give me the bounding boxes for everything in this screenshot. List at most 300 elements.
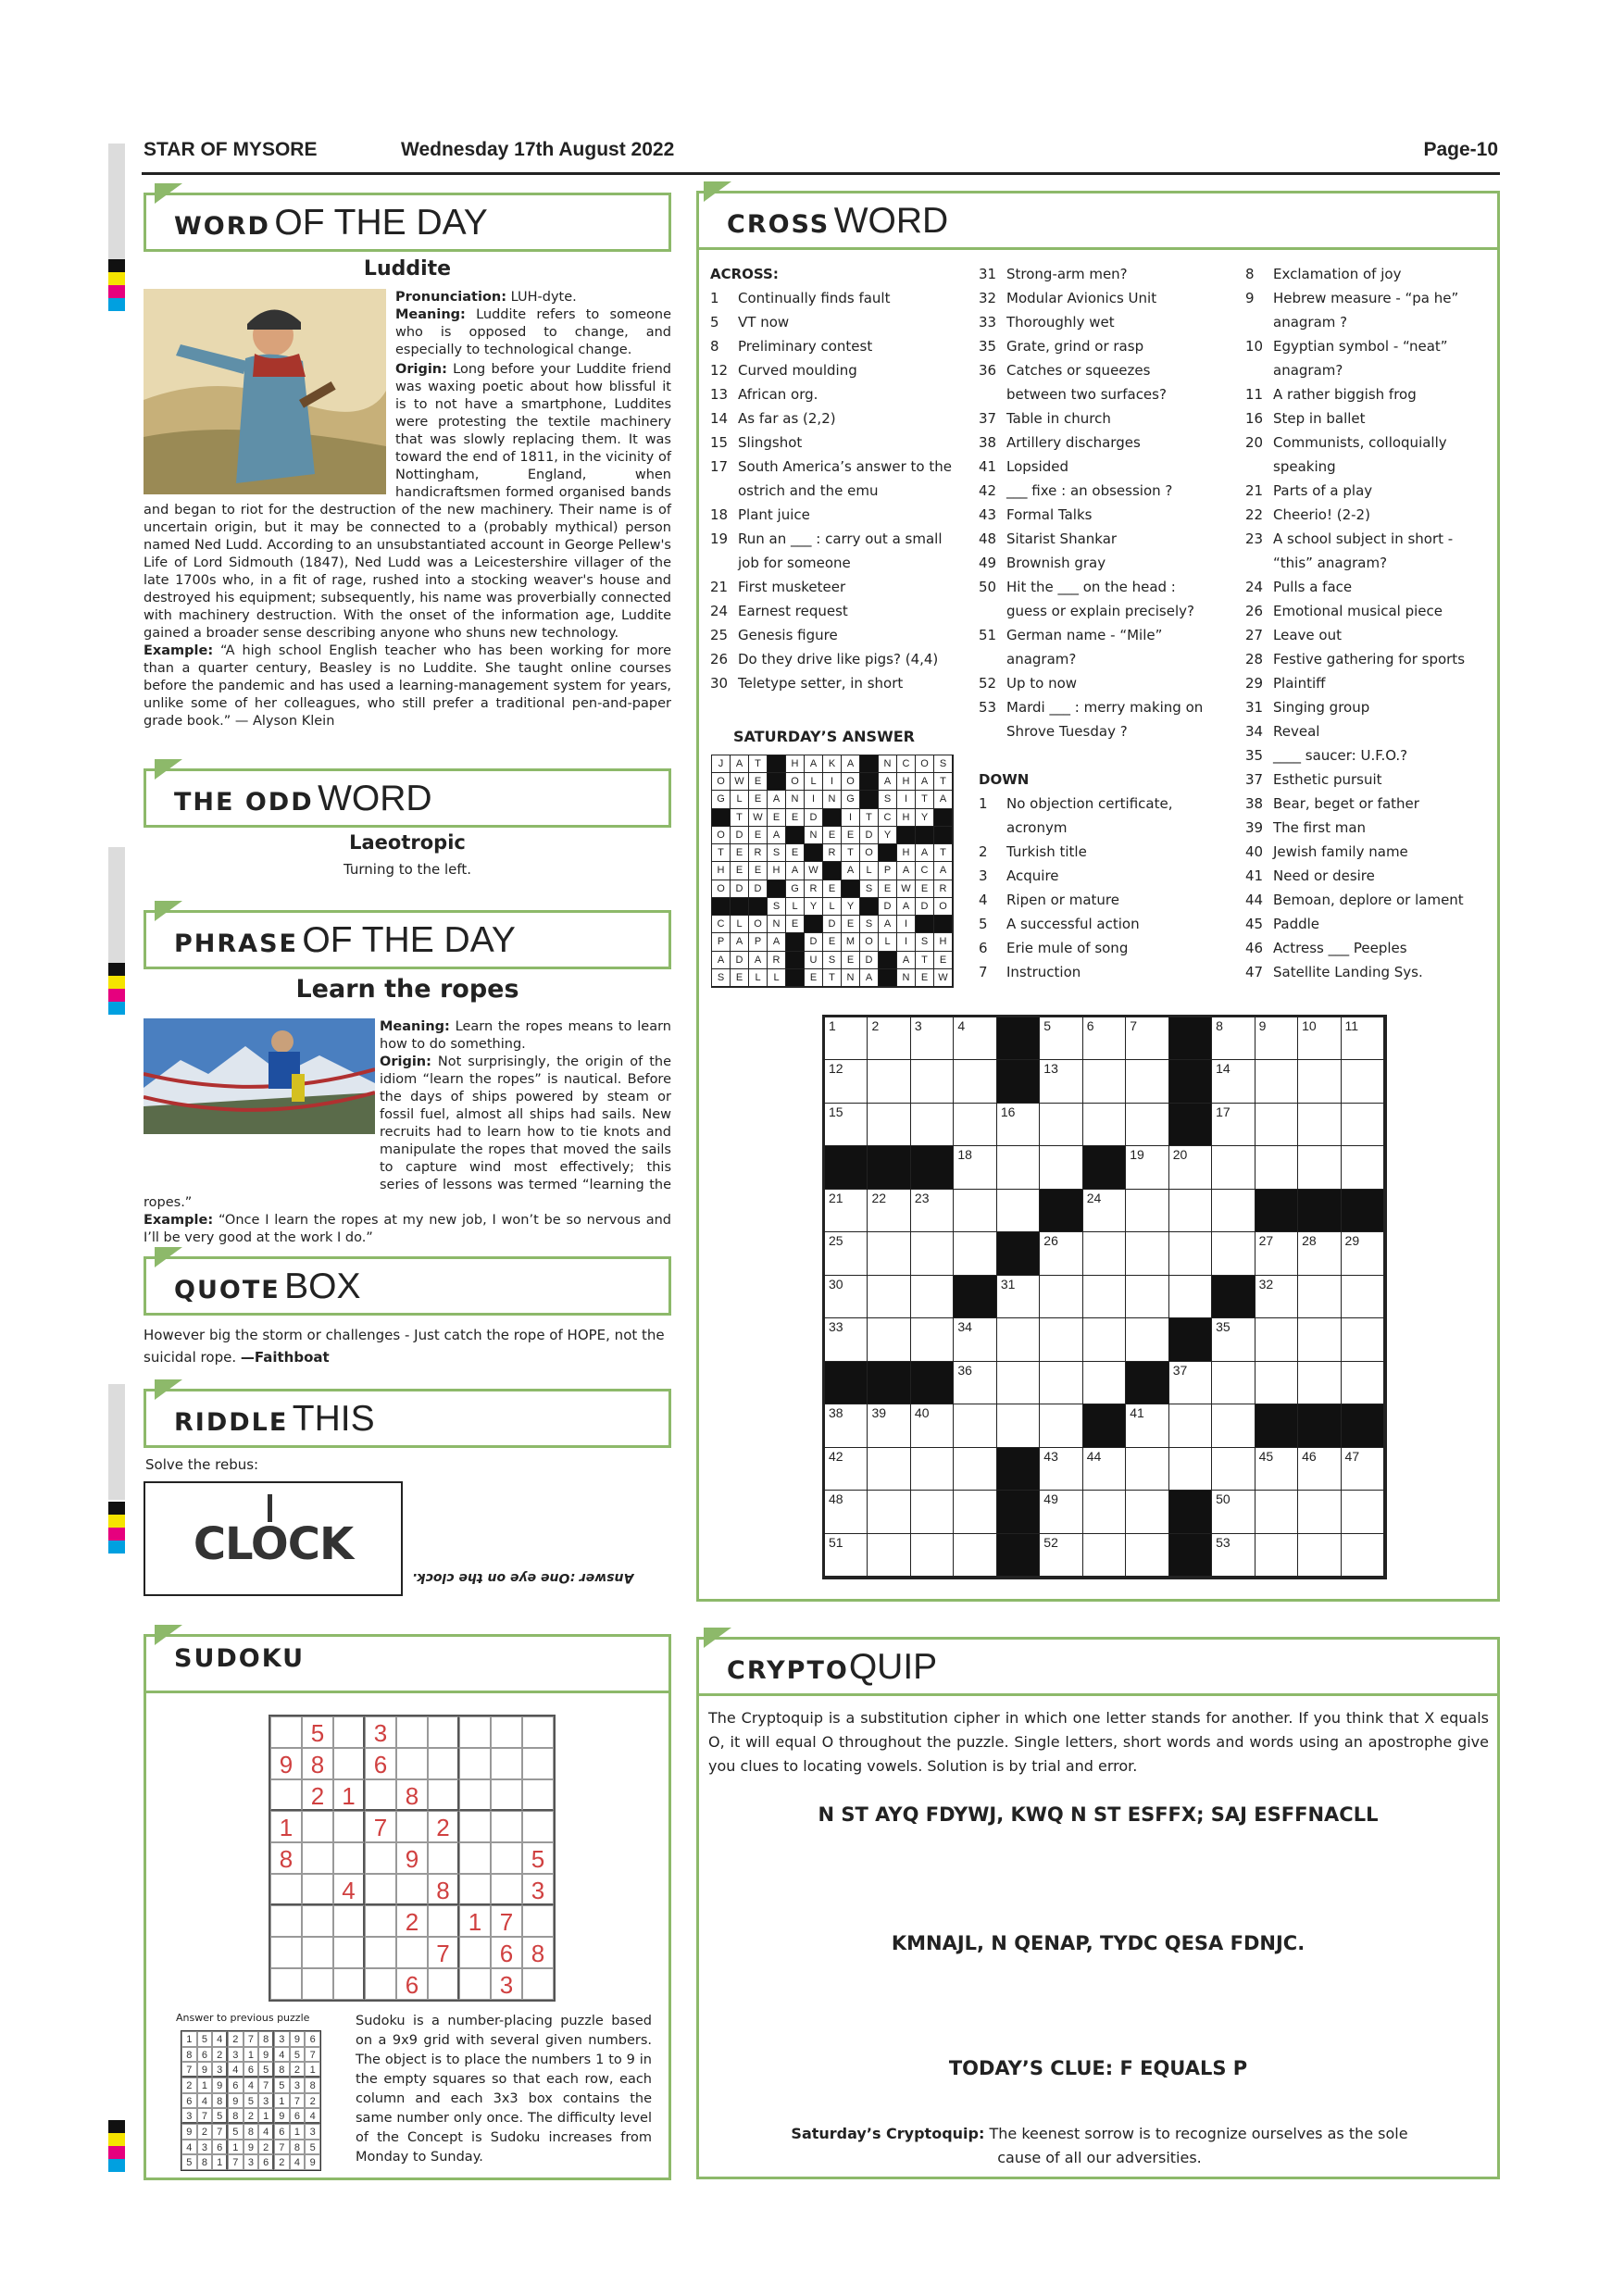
grid-square[interactable] <box>1040 1060 1082 1103</box>
grid-square[interactable] <box>1298 1318 1341 1361</box>
grid-square[interactable] <box>1212 1491 1255 1533</box>
grid-square[interactable] <box>1040 1491 1082 1533</box>
answer-letter: H <box>897 844 916 862</box>
sudoku-cell[interactable] <box>491 1874 522 1905</box>
grid-square[interactable] <box>1169 1190 1212 1232</box>
grid-square[interactable] <box>1342 1276 1384 1318</box>
clue-number: 8 <box>710 338 719 355</box>
grid-square[interactable] <box>1040 1318 1082 1361</box>
sudoku-cell[interactable] <box>522 1968 554 2000</box>
grid-square[interactable] <box>1212 1318 1255 1361</box>
sudoku-cell[interactable] <box>302 1842 333 1874</box>
grid-square[interactable] <box>1212 1146 1255 1189</box>
sudoku-cell: 3 <box>197 2140 213 2155</box>
answer-letter: O <box>712 773 731 791</box>
sudoku-cell[interactable] <box>459 1937 491 1968</box>
grid-square[interactable] <box>1298 1017 1341 1060</box>
grid-square[interactable] <box>1169 1276 1212 1318</box>
sudoku-cell: 9 <box>212 2078 228 2093</box>
grid-square[interactable] <box>1255 1104 1298 1146</box>
sudoku-cell: 5 <box>197 2031 213 2047</box>
grid-square[interactable] <box>954 1491 996 1533</box>
grid-square[interactable] <box>1083 1017 1126 1060</box>
grid-square[interactable] <box>868 1232 910 1275</box>
sudoku-cell[interactable] <box>459 1716 491 1748</box>
grid-square[interactable] <box>954 1534 996 1577</box>
grid-square[interactable] <box>1126 1276 1168 1318</box>
clue-item <box>979 334 1215 358</box>
grid-square[interactable] <box>1255 1448 1298 1491</box>
grid-square[interactable] <box>1126 1534 1168 1577</box>
sudoku-cell[interactable] <box>302 1905 333 1937</box>
answer-letter: W <box>805 862 823 880</box>
black-square <box>1169 1318 1212 1361</box>
clue-number: 24 <box>1245 579 1264 595</box>
sudoku-cell[interactable] <box>428 1748 459 1779</box>
square-number: 36 <box>957 1362 972 1378</box>
square-number: 49 <box>1043 1491 1058 1507</box>
answer-letter: A <box>731 933 749 951</box>
rebus-word: CLOCK <box>193 1518 354 1570</box>
sudoku-cell: 4 <box>212 2031 228 2047</box>
square-number: 42 <box>829 1448 843 1464</box>
grid-square[interactable] <box>1298 1534 1341 1577</box>
sudoku-cell[interactable] <box>333 1937 365 1968</box>
answer-letter: T <box>916 791 934 808</box>
sudoku-cell[interactable] <box>428 1779 459 1811</box>
grid-square[interactable] <box>1298 1104 1341 1146</box>
black-square <box>1040 1190 1082 1232</box>
grid-square[interactable] <box>997 1104 1040 1146</box>
sudoku-cell[interactable] <box>396 1937 428 1968</box>
sudoku-cell[interactable] <box>302 1874 333 1905</box>
title-corner <box>155 1379 182 1400</box>
grid-square[interactable] <box>1083 1276 1126 1318</box>
grid-square[interactable] <box>911 1491 954 1533</box>
grid-square[interactable] <box>997 1404 1040 1447</box>
grid-square[interactable] <box>868 1318 910 1361</box>
square-number: 34 <box>957 1319 972 1335</box>
sudoku-cell[interactable] <box>302 1937 333 1968</box>
clue-text: Thoroughly wet <box>1006 314 1115 331</box>
sudoku-cell[interactable] <box>491 1748 522 1779</box>
grid-square[interactable] <box>1255 1491 1298 1533</box>
odd-word: Laeotropic <box>349 831 466 854</box>
grid-square[interactable] <box>911 1318 954 1361</box>
sudoku-cell[interactable] <box>333 1968 365 2000</box>
grid-square[interactable] <box>1040 1017 1082 1060</box>
grid-square[interactable] <box>1040 1232 1082 1275</box>
grid-square[interactable] <box>1255 1318 1298 1361</box>
grid-square[interactable] <box>997 1276 1040 1318</box>
sudoku-cell: 1 <box>228 2140 244 2155</box>
sudoku-cell[interactable] <box>270 1905 302 1937</box>
grid-square[interactable] <box>825 1448 868 1491</box>
sudoku-cell[interactable] <box>459 1811 491 1842</box>
clue-text: Artillery discharges <box>1006 434 1141 451</box>
grid-square[interactable] <box>825 1190 868 1232</box>
sudoku-cell: 3 <box>365 1716 396 1748</box>
answer-letter: D <box>731 952 749 969</box>
sudoku-cell[interactable] <box>302 1968 333 2000</box>
grid-square[interactable] <box>1126 1448 1168 1491</box>
grid-square[interactable] <box>1126 1491 1168 1533</box>
sudoku-cell: 4 <box>244 2078 259 2093</box>
sudoku-cell: 6 <box>228 2078 244 2093</box>
grid-square[interactable] <box>1083 1232 1126 1275</box>
answer-letter: E <box>842 916 860 933</box>
grid-square[interactable] <box>1040 1534 1082 1577</box>
clue-number: 49 <box>979 555 997 571</box>
black-square <box>997 1232 1040 1275</box>
grid-square[interactable] <box>1298 1060 1341 1103</box>
sudoku-cell[interactable] <box>459 1842 491 1874</box>
grid-square[interactable] <box>911 1017 954 1060</box>
grid-square[interactable] <box>1169 1146 1212 1189</box>
sudoku-cell: 1 <box>459 1905 491 1937</box>
phrase-title: PHRASE OF THE DAY <box>144 910 671 969</box>
sudoku-cell[interactable] <box>522 1779 554 1811</box>
grid-square[interactable] <box>825 1534 868 1577</box>
answer-letter: K <box>823 755 842 773</box>
rebus-box <box>144 1481 403 1596</box>
sudoku-cell: 8 <box>228 2108 244 2124</box>
sudoku-cell: 5 <box>212 2108 228 2124</box>
sudoku-cell[interactable] <box>396 1748 428 1779</box>
grid-square[interactable] <box>1083 1318 1126 1361</box>
sudoku-cell[interactable] <box>333 1842 365 1874</box>
grid-square[interactable] <box>1126 1190 1168 1232</box>
answer-letter: D <box>879 898 897 916</box>
grid-square[interactable] <box>1083 1190 1126 1232</box>
sudoku-cell[interactable] <box>491 1842 522 1874</box>
square-number: 15 <box>829 1104 843 1119</box>
sudoku-cell[interactable] <box>365 1968 396 2000</box>
grid-square[interactable] <box>1083 1448 1126 1491</box>
clue-item <box>710 623 954 647</box>
sudoku-cell[interactable] <box>270 1779 302 1811</box>
grid-square[interactable] <box>1255 1017 1298 1060</box>
grid-square[interactable] <box>1298 1146 1341 1189</box>
clue-number: 28 <box>1245 651 1264 668</box>
square-number: 1 <box>829 1018 836 1033</box>
title-corner <box>155 1625 182 1645</box>
sudoku-cell[interactable] <box>428 1716 459 1748</box>
grid-square[interactable] <box>1342 1318 1384 1361</box>
sudoku-cell[interactable] <box>522 1811 554 1842</box>
answer-letter: A <box>916 773 934 791</box>
grid-square[interactable] <box>868 1534 910 1577</box>
black-square <box>825 1362 868 1404</box>
answer-letter: L <box>805 773 823 791</box>
sudoku-cell[interactable] <box>333 1716 365 1748</box>
grid-square[interactable] <box>868 1276 910 1318</box>
grid-square[interactable] <box>911 1232 954 1275</box>
grid-square[interactable] <box>825 1232 868 1275</box>
sudoku-cell[interactable] <box>491 1716 522 1748</box>
grid-square[interactable] <box>1040 1146 1082 1189</box>
sudoku-cell[interactable] <box>491 1811 522 1842</box>
sudoku-cell[interactable] <box>365 1937 396 1968</box>
square-number: 41 <box>1130 1405 1144 1421</box>
clue-number: 8 <box>1245 266 1255 282</box>
sudoku-cell[interactable] <box>459 1779 491 1811</box>
answer-letter: G <box>842 791 860 808</box>
grid-square[interactable] <box>954 1404 996 1447</box>
answer-letter: L <box>879 933 897 951</box>
grid-square[interactable] <box>1083 1491 1126 1533</box>
clue-text: Run an ___ : carry out a small job for someone <box>738 530 943 571</box>
grid-square[interactable] <box>1212 1404 1255 1447</box>
grid-square[interactable] <box>868 1104 910 1146</box>
sudoku-cell[interactable] <box>270 1874 302 1905</box>
grid-square[interactable] <box>911 1404 954 1447</box>
grid-square[interactable] <box>1255 1232 1298 1275</box>
grid-square[interactable] <box>1255 1060 1298 1103</box>
grid-square[interactable] <box>1342 1017 1384 1060</box>
grid-square[interactable] <box>997 1362 1040 1404</box>
grid-square[interactable] <box>954 1448 996 1491</box>
square-number: 29 <box>1344 1233 1360 1249</box>
sudoku-cell[interactable] <box>365 1874 396 1905</box>
grid-square[interactable] <box>997 1318 1040 1361</box>
sudoku-cell[interactable] <box>428 1968 459 2000</box>
grid-square[interactable] <box>1342 1146 1384 1189</box>
grid-square[interactable] <box>1169 1232 1212 1275</box>
answer-letter: P <box>712 933 731 951</box>
grid-square[interactable] <box>954 1318 996 1361</box>
grid-square[interactable] <box>868 1448 910 1491</box>
sudoku-cell: 6 <box>365 1748 396 1779</box>
black-square <box>934 827 953 844</box>
grid-square[interactable] <box>911 1534 954 1577</box>
clue-item <box>710 455 954 503</box>
grid-square[interactable] <box>825 1104 868 1146</box>
grid-square[interactable] <box>868 1017 910 1060</box>
grid-square[interactable] <box>954 1104 996 1146</box>
sudoku-cell[interactable] <box>522 1748 554 1779</box>
sudoku-cell[interactable] <box>522 1716 554 1748</box>
sudoku-cell[interactable] <box>459 1968 491 2000</box>
grid-square[interactable] <box>1040 1448 1082 1491</box>
sudoku-cell[interactable] <box>459 1748 491 1779</box>
grid-square[interactable] <box>1083 1060 1126 1103</box>
grid-square[interactable] <box>1126 1404 1168 1447</box>
grid-square[interactable] <box>868 1060 910 1103</box>
sudoku-cell[interactable] <box>396 1811 428 1842</box>
clue-item <box>1245 695 1488 719</box>
sudoku-cell[interactable] <box>365 1779 396 1811</box>
grid-square[interactable] <box>868 1190 910 1232</box>
clue-item <box>710 334 954 358</box>
grid-square[interactable] <box>954 1060 996 1103</box>
grid-square[interactable] <box>1040 1104 1082 1146</box>
grid-square[interactable] <box>825 1276 868 1318</box>
grid-square[interactable] <box>1212 1232 1255 1275</box>
black-square <box>879 952 897 969</box>
sudoku-cell[interactable] <box>396 1874 428 1905</box>
grid-square[interactable] <box>1298 1448 1341 1491</box>
grid-square[interactable] <box>1342 1232 1384 1275</box>
answer-letter: J <box>712 755 731 773</box>
clue-text: As far as (2,2) <box>738 410 836 427</box>
grid-square[interactable] <box>954 1146 996 1189</box>
answer-letter: N <box>879 755 897 773</box>
grid-square[interactable] <box>825 1404 868 1447</box>
grid-square[interactable] <box>1040 1404 1082 1447</box>
sudoku-cell: 3 <box>522 1874 554 1905</box>
grid-square[interactable] <box>1255 1534 1298 1577</box>
clue-number: 3 <box>979 867 988 884</box>
grid-square[interactable] <box>1040 1276 1082 1318</box>
grid-square[interactable] <box>1083 1534 1126 1577</box>
black-square <box>997 1534 1040 1577</box>
grid-square[interactable] <box>1212 1104 1255 1146</box>
sudoku-cell[interactable] <box>459 1874 491 1905</box>
answer-letter: R <box>749 844 768 862</box>
grid-square[interactable] <box>1342 1104 1384 1146</box>
grid-square[interactable] <box>1342 1362 1384 1404</box>
grid-square[interactable] <box>868 1491 910 1533</box>
sudoku-cell[interactable] <box>270 1716 302 1748</box>
sudoku-cell[interactable] <box>428 1905 459 1937</box>
grid-square[interactable] <box>1298 1362 1341 1404</box>
clue-item <box>1245 743 1488 767</box>
grid-square[interactable] <box>868 1404 910 1447</box>
sudoku-cell[interactable] <box>522 1905 554 1937</box>
sudoku-cell: 6 <box>491 1937 522 1968</box>
grid-square[interactable] <box>911 1060 954 1103</box>
grid-square[interactable] <box>1212 1190 1255 1232</box>
sudoku-cell: 4 <box>333 1874 365 1905</box>
sudoku-cell[interactable] <box>270 1968 302 2000</box>
black-square <box>1169 1104 1212 1146</box>
grid-square[interactable] <box>911 1104 954 1146</box>
sudoku-cell[interactable] <box>333 1748 365 1779</box>
grid-square[interactable] <box>997 1146 1040 1189</box>
clue-text: Paddle <box>1273 916 1320 932</box>
grid-square[interactable] <box>1083 1362 1126 1404</box>
answer-letter: S <box>879 791 897 808</box>
clue-text: Brownish gray <box>1006 555 1106 571</box>
sudoku-cell[interactable] <box>270 1937 302 1968</box>
sudoku-cell[interactable] <box>491 1779 522 1811</box>
grid-square[interactable] <box>1255 1146 1298 1189</box>
clue-number: 10 <box>1245 338 1264 355</box>
square-number: 19 <box>1130 1147 1144 1163</box>
grid-square[interactable] <box>1212 1362 1255 1404</box>
clue-item <box>710 503 954 527</box>
grid-square[interactable] <box>1083 1104 1126 1146</box>
grid-square[interactable] <box>997 1190 1040 1232</box>
clue-number: 36 <box>979 362 997 379</box>
answer-letter: A <box>842 755 860 773</box>
answer-letter: W <box>731 773 749 791</box>
sudoku-cell[interactable] <box>333 1905 365 1937</box>
sudoku-cell[interactable] <box>302 1811 333 1842</box>
grid-square[interactable] <box>1212 1060 1255 1103</box>
grid-square[interactable] <box>825 1060 868 1103</box>
grid-square[interactable] <box>911 1190 954 1232</box>
answer-letter: R <box>823 844 842 862</box>
answer-letter: E <box>749 862 768 880</box>
black-square <box>1212 1276 1255 1318</box>
grid-square[interactable] <box>1212 1017 1255 1060</box>
answer-letter: L <box>786 898 805 916</box>
clue-number: 6 <box>979 940 988 956</box>
grid-square[interactable] <box>1169 1362 1212 1404</box>
grid-square[interactable] <box>825 1318 868 1361</box>
grid-square[interactable] <box>1342 1060 1384 1103</box>
saturday-answer-label: SATURDAY’S ANSWER <box>733 728 915 745</box>
clue-number: 34 <box>1245 723 1264 740</box>
answer-letter: P <box>749 933 768 951</box>
grid-square[interactable] <box>1298 1276 1341 1318</box>
sudoku-cell[interactable] <box>365 1905 396 1937</box>
grid-square[interactable] <box>954 1017 996 1060</box>
grid-square[interactable] <box>1342 1448 1384 1491</box>
sudoku-cell[interactable] <box>396 1716 428 1748</box>
clue-text: German name - “Mile” anagram? <box>1006 627 1163 668</box>
grid-square[interactable] <box>825 1491 868 1533</box>
grid-square[interactable] <box>1126 1017 1168 1060</box>
grid-square[interactable] <box>1342 1534 1384 1577</box>
grid-square[interactable] <box>911 1276 954 1318</box>
grid-square[interactable] <box>825 1017 868 1060</box>
grid-square[interactable] <box>954 1362 996 1404</box>
grid-square[interactable] <box>954 1232 996 1275</box>
answer-letter: A <box>768 827 786 844</box>
sudoku-cell[interactable] <box>333 1811 365 1842</box>
grid-square[interactable] <box>1342 1491 1384 1533</box>
grid-square[interactable] <box>1126 1232 1168 1275</box>
answer-letter: N <box>786 791 805 808</box>
answer-letter: T <box>842 844 860 862</box>
grid-square[interactable] <box>1040 1362 1082 1404</box>
word-of-day-origin: Origin: Long before your Luddite friend was waxing poetic about how blissful it is to not have a smartphone, Luddites were protesting the textile machinery that was slowly replacing them. It was toward the end of 1811, in the vicinity of Nottingham, England, when handicraftsmen formed organised bands and began to riot for the destruction of the new machinery. Their name is of uncertain origin, but it may be connected to a (probably mythical) person named Ned Ludd. According to an unsubstantiated account in George Pellew's Life of Lord Sidmouth (1847), Ned Ludd was a Leicestershire villager of the late 1700s who, in a fit of rage, rushed into a stocking weaver's house and destroyed his equipment; subsequently, his name was proverbially connected with machinery destruction. With the onset of the information age, Luddite gained a broader sense describing anyone who shuns new technology. Example: “A high school English teacher who has been working for more than a quarter century, Beasley is no Luddite. She taught online courses before the pandemic and has used a learning-management system for years, unlike some of her colleagues, who still prefer a traditional pen-and-paper grade book.” — Alyson Klein <box>144 362 672 729</box>
sudoku-cell[interactable] <box>365 1842 396 1874</box>
clue-item <box>1245 430 1488 479</box>
black-square <box>786 827 805 844</box>
black-square <box>860 755 879 773</box>
grid-square[interactable] <box>1169 1448 1212 1491</box>
grid-square[interactable] <box>1126 1060 1168 1103</box>
grid-square[interactable] <box>911 1448 954 1491</box>
answer-letter: H <box>934 933 953 951</box>
answer-letter: N <box>805 827 823 844</box>
grid-square[interactable] <box>1212 1534 1255 1577</box>
grid-square[interactable] <box>1126 1146 1168 1189</box>
grid-square[interactable] <box>1255 1276 1298 1318</box>
grid-square[interactable] <box>1126 1104 1168 1146</box>
grid-square[interactable] <box>1298 1491 1341 1533</box>
grid-square[interactable] <box>1298 1232 1341 1275</box>
sudoku-cell: 3 <box>244 2154 259 2170</box>
black-square <box>1255 1404 1298 1447</box>
sudoku-cell: 4 <box>305 2108 320 2124</box>
answer-letter: N <box>823 791 842 808</box>
grid-square[interactable] <box>954 1190 996 1232</box>
answer-letter: T <box>749 755 768 773</box>
grid-square[interactable] <box>1212 1448 1255 1491</box>
sudoku-cell[interactable] <box>428 1842 459 1874</box>
grid-square[interactable] <box>1169 1404 1212 1447</box>
grid-square[interactable] <box>1126 1318 1168 1361</box>
black-square <box>879 969 897 987</box>
grid-square[interactable] <box>1255 1362 1298 1404</box>
answer-letter: T <box>712 844 731 862</box>
clue-text: Do they drive like pigs? (4,4) <box>738 651 939 668</box>
